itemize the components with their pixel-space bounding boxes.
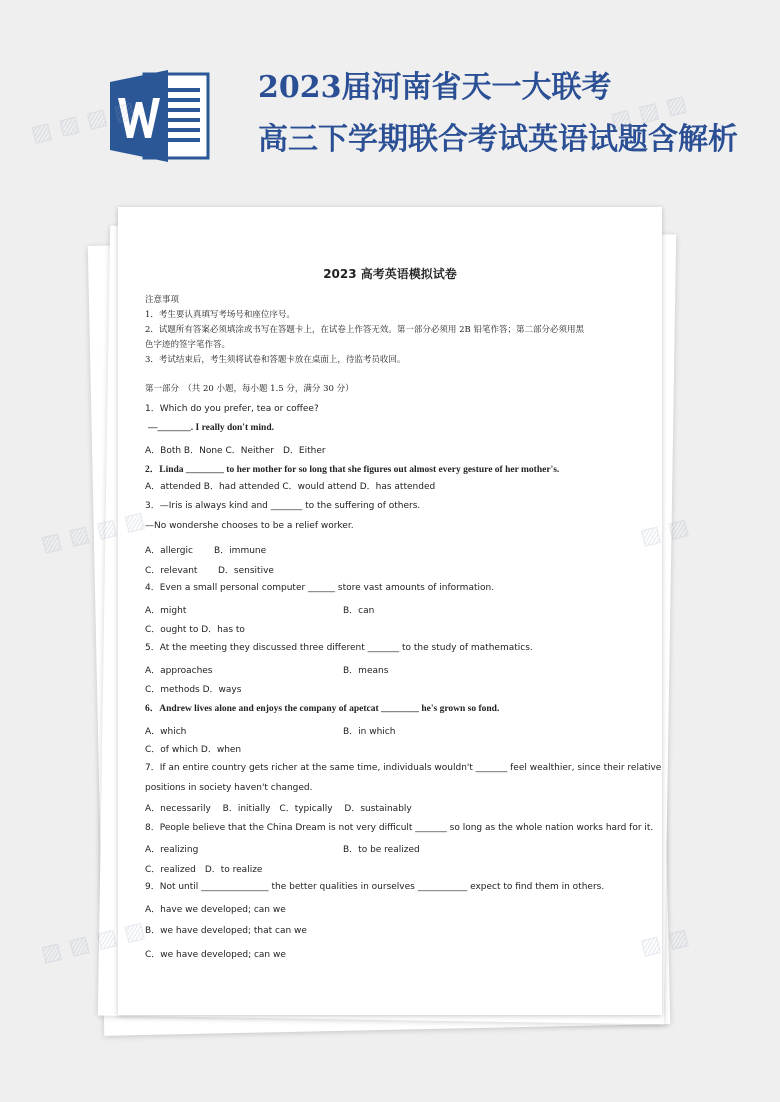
question-5-option-b: B．means: [343, 666, 389, 676]
question-3-option-b: B．immune: [214, 546, 267, 556]
question-5-options-cd: C．methods D．ways: [145, 685, 242, 695]
notice-2: 2．试题所有答案必须填涂或书写在答题卡上，在试卷上作答无效。第一部分必须用 2B 铅笔作答；第二部分必须用黑: [145, 325, 584, 335]
question-4-options-cd: C．ought to D．has to: [145, 625, 245, 635]
headline-line-2: 高三下学期联合考试英语试题含解析: [258, 122, 738, 157]
question-6-option-a: A．which: [145, 727, 187, 737]
watermark: ▨ ▨ ▨ ▨: [38, 917, 148, 968]
watermark: ▨ ▨ ▨: [608, 90, 690, 135]
question-2: 2．Linda ________ to her mother for so long that she figures out almost every gesture of her mother's.: [145, 465, 560, 475]
page-headline: [258, 62, 768, 166]
question-8-option-a: A．realizing: [145, 845, 199, 855]
question-9-option-a: A．have we developed; can we: [145, 905, 286, 915]
question-3-option-c: C．relevant: [145, 566, 198, 576]
headline-line-1: 2023届河南省天一大联考: [258, 70, 612, 105]
question-9-option-b: B．we have developed; that can we: [145, 926, 307, 936]
question-5-option-a: A．approaches: [145, 666, 213, 676]
section-heading: 第一部分 （共 20 小题，每小题 1.5 分，满分 30 分）: [145, 384, 354, 394]
watermark: ▨ ▨: [637, 514, 692, 551]
question-6-option-b: B．in which: [343, 727, 396, 737]
question-1-reply: —_______. I really don't mind.: [148, 423, 274, 433]
document-title: 2023 高考英语模拟试卷: [323, 267, 457, 281]
question-8-option-b: B．to be realized: [343, 845, 420, 855]
question-1: 1．Which do you prefer, tea or coffee?: [145, 404, 319, 414]
watermark: ▨ ▨: [637, 924, 692, 961]
question-9: 9．Not until _______________ the better qualities in ourselves ___________ expect to find them in others.: [145, 882, 605, 892]
question-2-options: A．attended B．had attended C．would attend D．has attended: [145, 482, 436, 492]
question-8-options-cd: C．realized D．to realize: [145, 865, 263, 875]
question-6: 6．Andrew lives alone and enjoys the company of apetcat ________ he's grown so fond.: [145, 704, 500, 714]
notice-heading: 注意事项: [145, 295, 180, 305]
notice-2-cont: 色字迹的签字笔作答。: [145, 340, 231, 350]
question-9-option-c: C．we have developed; can we: [145, 950, 286, 960]
notice-1: 1．考生要认真填写考场号和座位序号。: [145, 310, 295, 320]
question-7: 7．If an entire country gets richer at the same time, individuals wouldn't _______ feel wealthier, since their relative: [145, 763, 662, 773]
question-3-option-a: A．allergic: [145, 546, 193, 556]
watermark: ▨ ▨ ▨ ▨: [28, 97, 138, 148]
question-6-options-cd: C．of which D．when: [145, 745, 242, 755]
question-1-options: A．Both B．None C．Neither D．Either: [145, 446, 326, 456]
question-3-option-d: D．sensitive: [218, 566, 274, 576]
watermark: ▨ ▨ ▨ ▨: [38, 507, 148, 558]
question-4: 4．Even a small personal computer ______ store vast amounts of information.: [145, 583, 495, 593]
notice-3: 3．考试结束后，考生须将试卷和答题卡放在桌面上，待监考员收回。: [145, 355, 406, 365]
question-3: 3．—Iris is always kind and _______ to the suffering of others.: [145, 501, 421, 511]
question-7-options: A．necessarily B．initially C．typically D．sustainably: [145, 804, 412, 814]
exam-paper: [118, 207, 662, 1015]
question-7-cont: positions in society haven't changed.: [145, 783, 313, 793]
question-4-option-a: A．might: [145, 606, 187, 616]
word-document-icon: [108, 68, 212, 164]
question-8: 8．People believe that the China Dream is not very difficult _______ so long as the whole nation works hard for it.: [145, 823, 654, 833]
question-5: 5．At the meeting they discussed three different _______ to the study of mathematics.: [145, 643, 533, 653]
question-4-option-b: B．can: [343, 606, 375, 616]
question-3-reply: —No wondershe chooses to be a relief worker.: [145, 521, 354, 531]
